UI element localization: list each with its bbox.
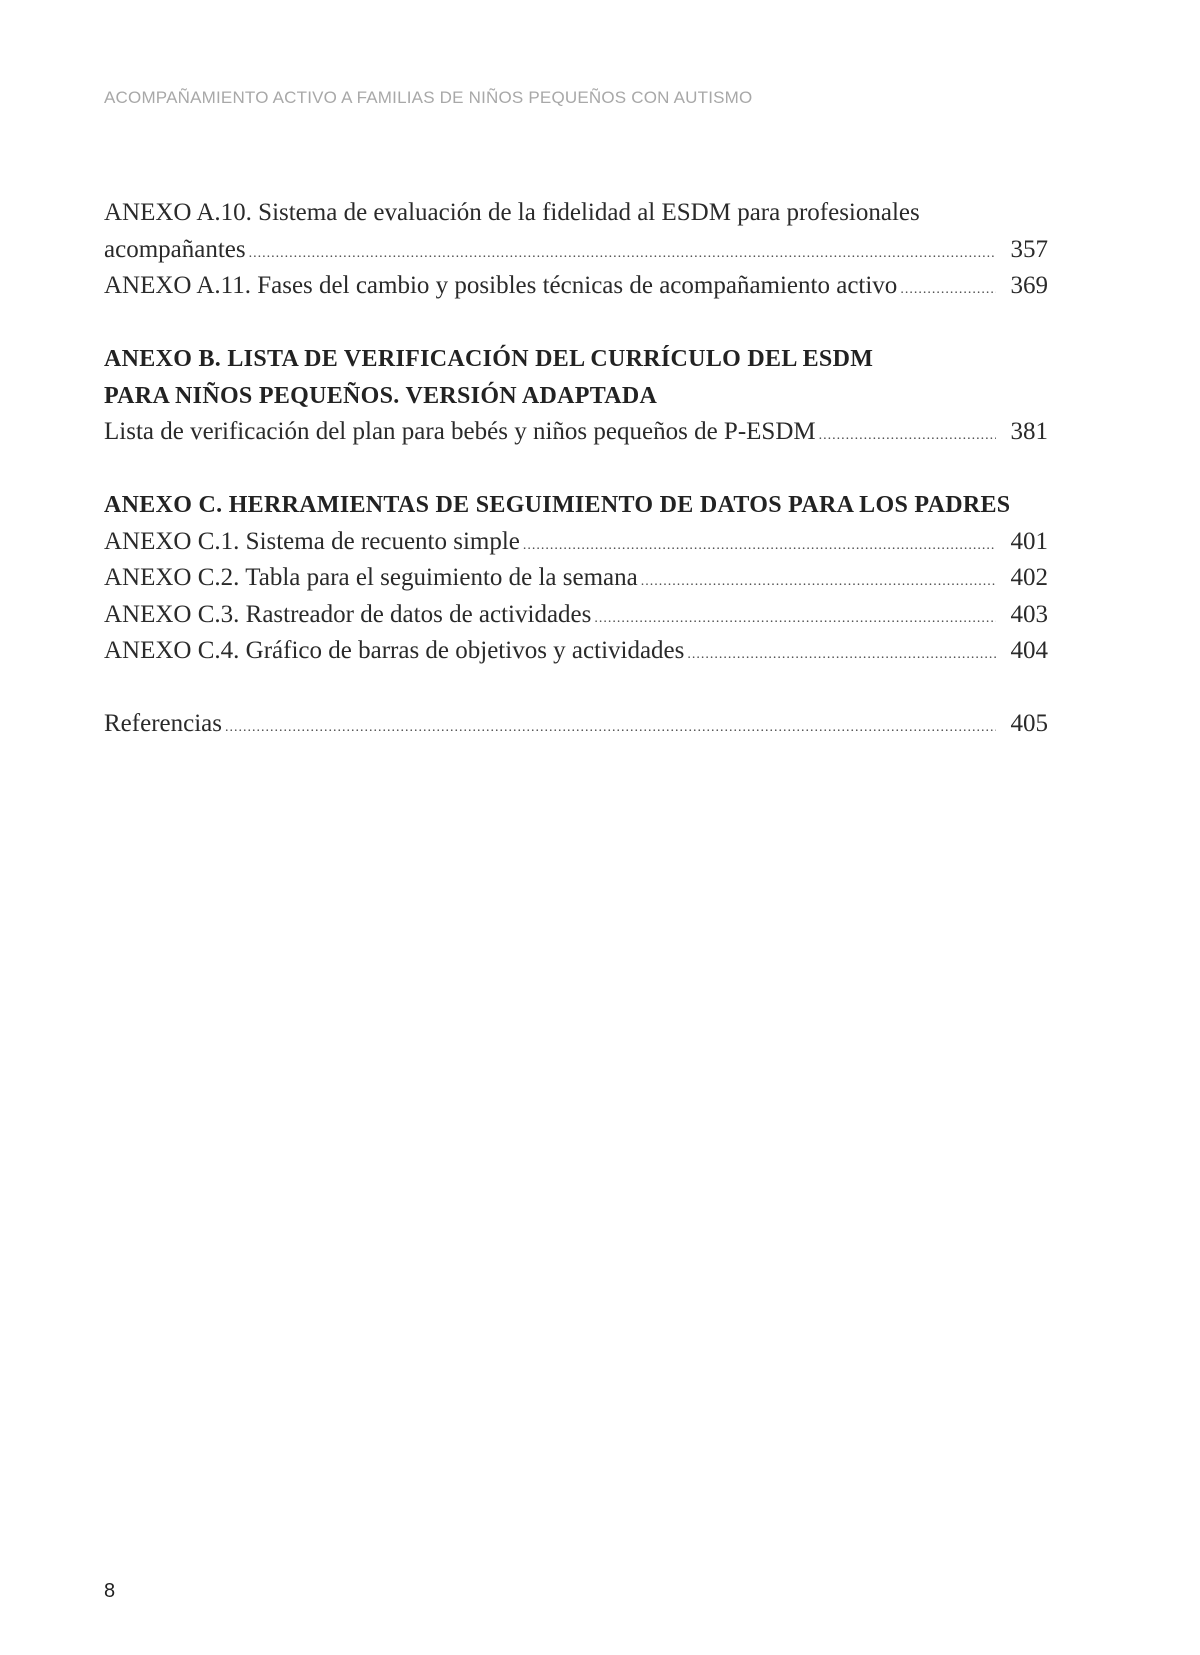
dot-leader (225, 710, 996, 747)
toc-page-number: 404 (1010, 637, 1048, 664)
dot-leader (523, 528, 996, 565)
toc-page-number: 381 (1010, 418, 1048, 445)
toc-entry-a11[interactable] (104, 268, 1048, 305)
toc-page-number: 402 (1010, 564, 1048, 591)
toc-entry-referencias[interactable] (104, 706, 1048, 743)
toc-page-number: 357 (1010, 235, 1048, 263)
toc-entry-title: ANEXO C.3. Rastreador de datos de actividades (104, 600, 592, 628)
table-of-contents (104, 195, 1048, 743)
dot-leader (900, 272, 996, 309)
section-heading-anexo-c: ANEXO C. HERRAMIENTAS DE SEGUIMIENTO DE DATOS PARA LOS PADRES (104, 492, 1011, 518)
toc-entry-title: acompañantes (104, 235, 246, 263)
running-header: ACOMPAÑAMIENTO ACTIVO A FAMILIAS DE NIÑOS PEQUEÑOS CON AUTISMO (104, 88, 753, 107)
toc-entry-title: ANEXO C.2. Tabla para el seguimiento de la semana (104, 564, 638, 591)
toc-entry-a10[interactable] (104, 232, 1048, 269)
dot-leader (687, 637, 996, 674)
toc-entry-title: ANEXO C.4. Gráfico de barras de objetivos y actividades (104, 637, 685, 664)
dot-leader (641, 564, 996, 601)
toc-entry-c1[interactable] (104, 524, 1048, 561)
toc-entry-a10-title-line1: ANEXO A.10. Sistema de evaluación de la fidelidad al ESDM para profesionales (104, 199, 920, 226)
dot-leader (249, 236, 996, 273)
toc-entry-c3[interactable] (104, 597, 1048, 634)
toc-entry-title: ANEXO C.1. Sistema de recuento simple (104, 527, 520, 555)
toc-page-number: 401 (1010, 527, 1048, 555)
toc-entry-p-esdm-checklist[interactable] (104, 414, 1048, 451)
toc-entry-c4[interactable] (104, 633, 1048, 670)
section-heading-anexo-b-line1: ANEXO B. LISTA DE VERIFICACIÓN DEL CURRÍCULO DEL ESDM (104, 346, 874, 372)
toc-entry-title: ANEXO A.11. Fases del cambio y posibles técnicas de acompañamiento activo (104, 272, 898, 299)
toc-entry-title: Lista de verificación del plan para bebés y niños pequeños de P-ESDM (104, 418, 816, 445)
dot-leader (594, 601, 996, 638)
toc-page-number: 405 (1010, 710, 1048, 737)
page-number: 8 (104, 1580, 116, 1602)
dot-leader (819, 418, 996, 455)
toc-entry-title: Referencias (104, 710, 222, 737)
toc-entry-c2[interactable] (104, 560, 1048, 597)
toc-page-number: 403 (1010, 600, 1048, 628)
toc-page-number: 369 (1010, 272, 1048, 299)
section-heading-anexo-b-line2: PARA NIÑOS PEQUEÑOS. VERSIÓN ADAPTADA (104, 382, 658, 409)
